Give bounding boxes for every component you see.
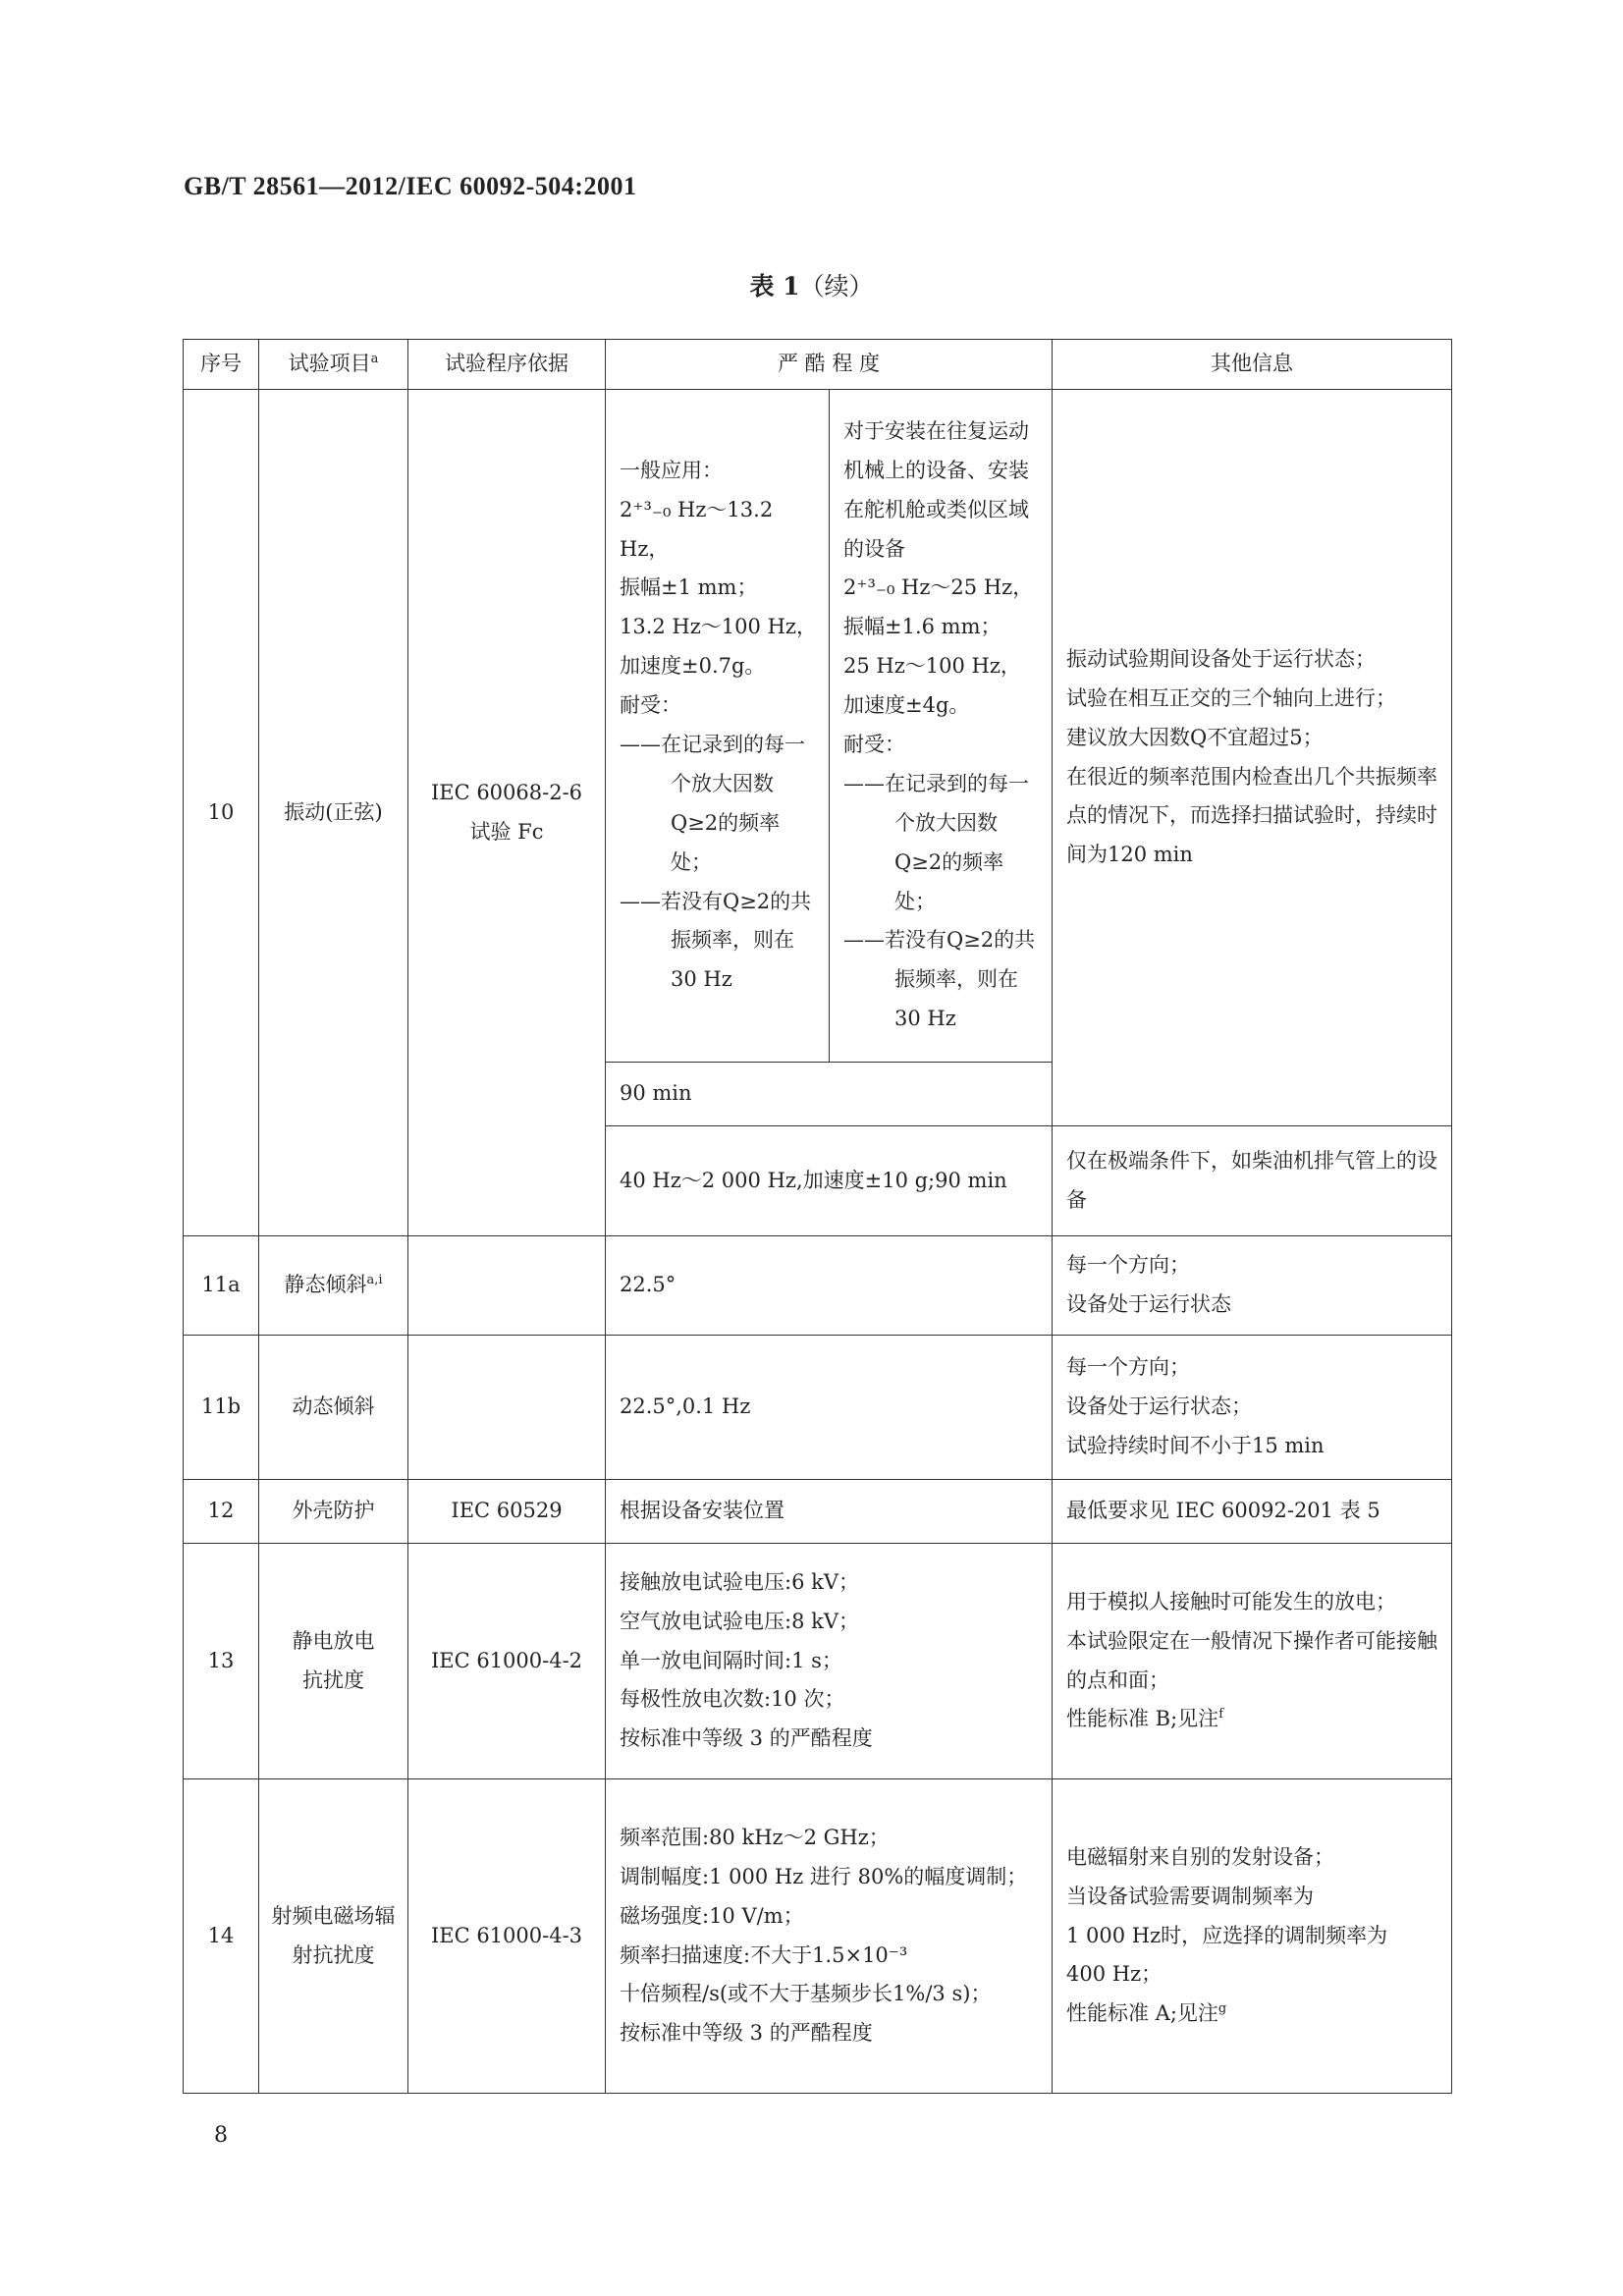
row14-item-line: 射频电磁场辐: [271, 1903, 396, 1928]
row10-severity-general: [606, 390, 830, 1063]
row10-other-line: 振动试验期间设备处于运行状态；: [1066, 646, 1376, 671]
row10-recip-line: 对于安装在往复运动机械上的设备、安装在舵机舱或类似区域的设备: [843, 418, 1029, 561]
row10-general-line: 耐受：: [620, 693, 681, 718]
header-item-note: a: [370, 352, 379, 367]
row14-other: [1053, 1779, 1452, 2094]
row10-other-line: 在很近的频率范围内检查出几个共振频率点的情况下，而选择扫描试验时，持续时间为120 min: [1066, 764, 1437, 867]
table-row-11b: [184, 1336, 1452, 1480]
row11a-item-label: 静态倾斜: [284, 1273, 367, 1297]
row10-recip-dash: ——若没有Q≥2的共振频率，则在30 Hz: [843, 928, 1036, 1031]
row11a-other-line: 设备处于运行状态: [1066, 1292, 1231, 1316]
row12-basis: IEC 60529: [408, 1480, 606, 1544]
row12-item: 外壳防护: [259, 1480, 408, 1544]
row11a-item: [259, 1236, 408, 1336]
row11a-other: [1053, 1236, 1452, 1336]
caption-cont: （续）: [799, 272, 874, 301]
table-row-10: [184, 390, 1452, 1063]
row10-other-line: 建议放大因数Q不宜超过5；: [1066, 725, 1324, 749]
header-no: 序号: [184, 340, 259, 390]
row13-item-line: 静电放电: [292, 1628, 375, 1653]
row10-general-line: 加速度±0.7g。: [620, 654, 766, 679]
row13-severity: [606, 1544, 1053, 1779]
row14-no: 14: [184, 1779, 259, 2094]
header-item-label: 试验项目: [288, 352, 371, 376]
row11b-basis: [408, 1336, 606, 1480]
row10-recip-line: 25 Hz～100 Hz，: [843, 654, 1021, 679]
row12-no: 12: [184, 1480, 259, 1544]
row10-general-line: 2⁺³₋₀ Hz～13.2 Hz，: [620, 497, 774, 561]
row10-extreme: 40 Hz～2 000 Hz,加速度±10 g;90 min: [606, 1126, 1053, 1236]
row13-other-line: [1066, 1700, 1437, 1739]
row10-recip-line: 加速度±4g。: [843, 693, 970, 718]
row14-severity: [606, 1779, 1053, 2094]
row11a-no: 11a: [184, 1236, 259, 1336]
row11b-other-line: 每一个方向；: [1066, 1355, 1190, 1380]
row14-item: [259, 1779, 408, 2094]
row10-other: [1053, 390, 1452, 1126]
row13-other-line: 本试验限定在一般情况下操作者可能接触的点和面；: [1066, 1628, 1437, 1692]
row10-duration: 90 min: [606, 1063, 1053, 1126]
row12-severity: 根据设备安装位置: [606, 1480, 1053, 1544]
row14-other-line: [1066, 1995, 1437, 2034]
row13-basis: IEC 61000-4-2: [408, 1544, 606, 1779]
row14-other-text: 性能标准 A;见注: [1066, 2001, 1218, 2026]
row11b-other-line: 试验持续时间不小于15 min: [1066, 1433, 1325, 1457]
caption-title: 表 1: [749, 272, 800, 301]
table-caption: [0, 267, 1623, 302]
row10-recip-line: 耐受：: [843, 733, 905, 756]
row13-item: [259, 1544, 408, 1779]
row14-severity-line: 频率范围:80 kHz～2 GHz；: [620, 1825, 890, 1849]
row14-other-line: 1 000 Hz时，应选择的调制频率为: [1066, 1923, 1388, 1947]
row13-severity-line: 空气放电试验电压:8 kV；: [620, 1609, 860, 1633]
row14-severity-line: 频率扫描速度:不大于1.5×10⁻³: [620, 1942, 908, 1967]
row11b-no: 11b: [184, 1336, 259, 1480]
standard-code: GB/T 28561—2012/IEC 60092-504:2001: [184, 172, 637, 200]
row14-severity-line: 磁场强度:10 V/m；: [620, 1903, 804, 1928]
row14-severity-line: 按标准中等级 3 的严酷程度: [620, 2021, 873, 2046]
row11a-other-line: 每一个方向；: [1066, 1253, 1190, 1278]
row14-other-line: 电磁辐射来自别的发射设备；: [1066, 1844, 1334, 1869]
row13-severity-line: 每极性放电次数:10 次；: [620, 1687, 845, 1712]
row14-severity-line: 调制幅度:1 000 Hz 进行 80%的幅度调制；: [620, 1864, 1028, 1888]
header-severity: 严 酷 程 度: [606, 340, 1053, 390]
row10-general-line: 一般应用：: [620, 458, 723, 482]
row11a-basis: [408, 1236, 606, 1336]
row10-general-dash: ——若没有Q≥2的共振频率，则在30 Hz: [620, 889, 812, 992]
table-row-12: [184, 1480, 1452, 1544]
row14-item-line: 射抗扰度: [292, 1942, 375, 1967]
table-row-11a: [184, 1236, 1452, 1336]
header-other: 其他信息: [1053, 340, 1452, 390]
row14-other-line: 当设备试验需要调制频率为: [1066, 1884, 1314, 1908]
row13-severity-line: 按标准中等级 3 的严酷程度: [620, 1726, 873, 1751]
table-header-row: [184, 340, 1452, 390]
row12-other: 最低要求见 IEC 60092-201 表 5: [1053, 1480, 1452, 1544]
row11a-item-note: a,i: [366, 1273, 383, 1288]
row14-severity-line: 十倍频程/s(或不大于基频步长1%/3 s)；: [620, 1982, 992, 2006]
row10-no: 10: [184, 390, 259, 1236]
row10-other-line: 试验在相互正交的三个轴向上进行；: [1066, 685, 1396, 710]
row13-no: 13: [184, 1544, 259, 1779]
row13-other-text: 性能标准 B;见注: [1066, 1707, 1219, 1731]
row13-other: [1053, 1544, 1452, 1779]
row13-other-note: f: [1218, 1707, 1223, 1722]
row10-basis-line: IEC 60068-2-6: [430, 780, 583, 804]
requirements-table: [183, 339, 1452, 2094]
row10-severity-reciprocating: [830, 390, 1053, 1063]
row14-other-note: g: [1217, 2001, 1227, 2017]
row10-recip-line: 2⁺³₋₀ Hz～25 Hz，: [843, 575, 1034, 600]
row13-severity-line: 接触放电试验电压:6 kV；: [620, 1569, 860, 1594]
row10-general-line: 振幅±1 mm；: [620, 575, 758, 600]
table-row-14: [184, 1779, 1452, 2094]
row14-basis: IEC 61000-4-3: [408, 1779, 606, 2094]
header-basis: 试验程序依据: [408, 340, 606, 390]
row13-severity-line: 单一放电间隔时间:1 s；: [620, 1648, 842, 1672]
header-item: [259, 340, 408, 390]
page-number: 8: [214, 2123, 228, 2148]
row11b-severity: 22.5°,0.1 Hz: [606, 1336, 1053, 1480]
row13-item-line: 抗扰度: [302, 1667, 364, 1692]
row10-extreme-other: 仅在极端条件下，如柴油机排气管上的设备: [1053, 1126, 1452, 1236]
row10-basis: [408, 390, 606, 1236]
row14-other-line: 400 Hz；: [1066, 1962, 1163, 1987]
row10-recip-dash: ——在记录到的每一个放大因数Q≥2的频率处；: [843, 771, 1029, 913]
row13-other-line: 用于模拟人接触时可能发生的放电；: [1066, 1589, 1396, 1613]
row10-recip-line: 振幅±1.6 mm；: [843, 615, 1001, 639]
row11b-other-line: 设备处于运行状态；: [1066, 1394, 1252, 1419]
table-row-13: [184, 1544, 1452, 1779]
row11b-other: [1053, 1336, 1452, 1480]
row10-item: 振动(正弦): [259, 390, 408, 1236]
row11b-item: 动态倾斜: [259, 1336, 408, 1480]
row10-basis-line: 试验 Fc: [469, 819, 544, 844]
row10-general-line: 13.2 Hz～100 Hz，: [620, 615, 817, 639]
row10-general-dash: ——在记录到的每一个放大因数Q≥2的频率处；: [620, 733, 805, 874]
row11a-severity: 22.5°: [606, 1236, 1053, 1336]
